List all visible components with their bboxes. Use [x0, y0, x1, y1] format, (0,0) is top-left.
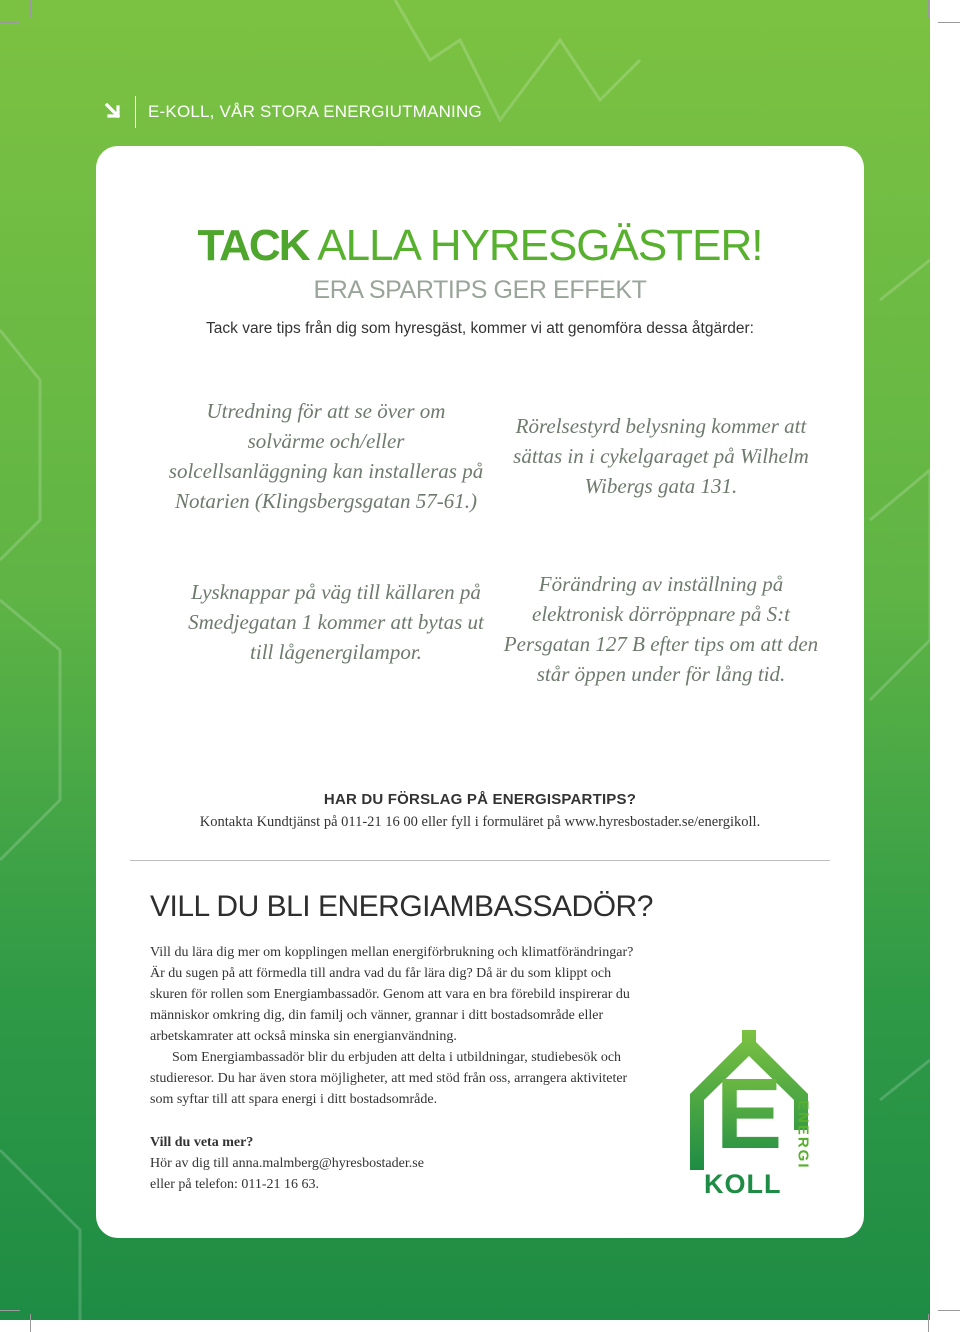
- tip-light-buttons: Lysknappar på väg till källaren på Smedjegatan 1 kommer att bytas ut till lågenergilampor.: [188, 580, 484, 664]
- crop-mark: [938, 1310, 960, 1311]
- section-header: [105, 96, 482, 128]
- subheadline: ERA SPARTIPS GER EFFEKT: [313, 276, 647, 304]
- ambassador-title: VILL DU BLI ENERGIAMBASSADÖR?: [150, 890, 653, 923]
- crop-mark: [0, 22, 20, 23]
- tip-door-opener: Förändring av inställning på elektronisk dörröppnare på S:t Persgatan 127 B efter tips om att den står öppen under för lång tid.: [503, 572, 819, 686]
- headline-bold: TACK: [197, 221, 309, 270]
- crop-mark: [0, 1310, 20, 1311]
- crop-mark: [938, 22, 960, 23]
- logo-side-word: ENERGI: [794, 1100, 812, 1170]
- arrow-down-right-icon: [105, 103, 123, 121]
- crop-mark: [30, 1314, 31, 1332]
- section-divider: [130, 860, 830, 861]
- headline-rest: ALLA HYRESGÄSTER!: [308, 221, 763, 270]
- contact-phone-line: eller på telefon: 011-21 16 63.: [150, 1177, 319, 1192]
- ambassador-paragraph-1: Vill du lära dig mer om kopplingen mellan energiförbrukning och klimatförändringar? Är du sugen på att förmedla till andra vad du får lära dig? Då är du som klippt och skuren för rollen som Energiambassadör. Genom att vara en bra förebild inspirerar du människor omkring dig, din familj och vänner, grannar i ditt bostadsområde eller arbetskamrater att också minska sin energianvändning.: [150, 945, 634, 1044]
- contact-block: [150, 1132, 550, 1195]
- crop-mark: [30, 0, 31, 18]
- house-logo-icon: [686, 1030, 816, 1200]
- contact-question: Vill du veta mer?: [150, 1135, 254, 1150]
- logo-word: KOLL: [704, 1169, 782, 1199]
- crop-mark: [928, 1314, 929, 1332]
- intro-text: Tack vare tips från dig som hyresgäst, kommer vi att genomföra dessa åtgärder:: [206, 320, 754, 337]
- tip-solar: Utredning för att se över om solvärme och/eller solcellsanläggning kan installeras på Notarien (Klingsbergsgatan 57-61.): [168, 399, 484, 513]
- header-divider: [135, 96, 136, 128]
- headline: [96, 221, 864, 270]
- content-card: [96, 146, 864, 1238]
- suggestion-title: HAR DU FÖRSLAG PÅ ENERGISPARTIPS?: [323, 791, 637, 808]
- ambassador-paragraph-2: Som Energiambassadör blir du erbjuden att delta i utbildningar, studiebesök och studieresor. Du har även stora möjligheter, att med stöd från oss, arrangera aktiviteter som syftar till att spara energi i ditt bostadsområde.: [150, 1050, 628, 1107]
- crop-mark: [928, 0, 929, 18]
- tip-motion-lighting: Rörelsestyrd belysning kommer att sättas in i cykelgaraget på Wilhelm Wibergs gata 131.: [513, 414, 809, 498]
- section-title: E-KOLL, VÅR STORA ENERGIUTMANING: [148, 102, 482, 121]
- suggestion-body: Kontakta Kundtjänst på 011-21 16 00 eller fyll i formuläret på www.hyresbostader.se/energikoll.: [199, 814, 761, 830]
- logo-letter: E: [715, 1058, 783, 1170]
- contact-email-line: Hör av dig till anna.malmberg@hyresbostader.se: [150, 1156, 424, 1171]
- ambassador-text: [150, 942, 640, 1110]
